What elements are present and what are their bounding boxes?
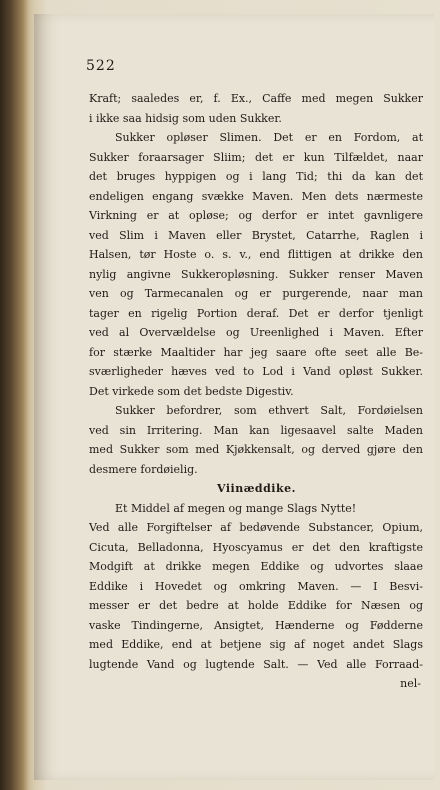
text-line: messer er det bedre at holde Eddike for Næsen og — [89, 599, 423, 612]
paragraph-start-line: Sukker opløser Slimen. Det er en Fordom, at — [115, 131, 423, 144]
text-line: Cicuta, Belladonna, Hyoscyamus er det den kraftigste — [89, 540, 423, 554]
book-spine — [0, 0, 28, 790]
text-line: desmere fordøielig. — [89, 462, 198, 476]
text-line: endeligen engang svække Maven. Men dets nærmeste — [89, 189, 423, 203]
text-line: ved al Overvældelse og Ureenlighed i Maven. Efter — [89, 326, 423, 339]
section-heading: Viinæddike. — [217, 482, 296, 495]
paragraph-start-line: Et Middel af megen og mange Slags Nytte! — [115, 501, 357, 515]
text-line: sværligheder hæves ved to Lod i Vand opløst Sukker. — [89, 365, 423, 378]
text-line: Eddike i Hovedet og omkring Maven. — I Besvi- — [89, 579, 423, 593]
text-line: tager en rigelig Portion deraf. Det er derfor tjenligt — [89, 306, 423, 320]
text-line: i ikke saa hidsig som uden Sukker. — [89, 111, 282, 125]
text-line: ved sin Irritering. Man kan ligesaavel salte Maden — [89, 423, 423, 437]
text-line: Halsen, tør Hoste o. s. v., end flittigen at drikke den — [89, 248, 423, 261]
text-line: for stærke Maaltider har jeg saare ofte seet alle Be- — [89, 345, 423, 359]
text-line: vaske Tindingerne, Ansigtet, Hænderne og Fødderne — [89, 618, 423, 632]
page-text — [89, 89, 423, 694]
text-line: Det virkede som det bedste Digestiv. — [89, 384, 294, 398]
text-line: med Sukker som med Kjøkkensalt, og derved gjøre den — [89, 443, 423, 456]
text-line: nylig angivne Sukkeropløsning. Sukker renser Maven — [89, 267, 423, 281]
text-line: lugtende Vand og lugtende Salt. — Ved alle Forraad- — [89, 657, 423, 671]
text-line: det bruges hyppigen og i lang Tid; thi da kan det — [89, 170, 423, 183]
paragraph-start-line: Sukker befordrer, som ethvert Salt, Fordøielsen — [115, 404, 423, 417]
catchword: nel- — [400, 677, 421, 690]
text-line: ven og Tarmecanalen og er purgerende, naar man — [89, 287, 423, 300]
text-line: med Eddike, end at betjene sig af noget andet Slags — [89, 638, 423, 651]
text-line: Ved alle Forgiftelser af bedøvende Substancer, Opium, — [89, 521, 423, 534]
text-line: Virkning er at opløse; og derfor er intet gavnligere — [89, 209, 423, 222]
text-line: Kraft; saaledes er, f. Ex., Caffe med megen Sukker — [89, 92, 423, 105]
text-line: Sukker foraarsager Sliim; det er kun Tilfældet, naar — [89, 150, 423, 164]
text-line: Modgift at drikke megen Eddike og udvortes slaae — [89, 560, 423, 573]
text-line: ved Slim i Maven eller Brystet, Catarrhe, Raglen i — [89, 228, 423, 242]
page-number: 522 — [86, 58, 116, 74]
